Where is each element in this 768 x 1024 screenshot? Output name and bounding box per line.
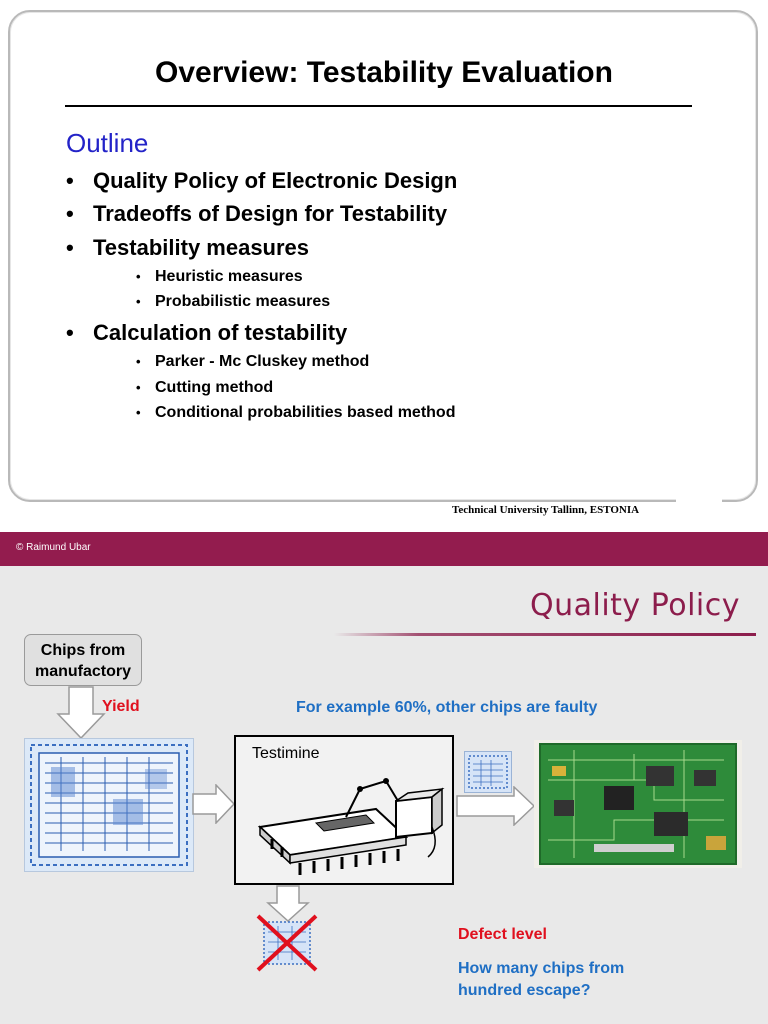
- frame-corner-mask: [676, 474, 722, 520]
- slide-quality-policy: [0, 532, 768, 1024]
- sub-bullet-item: [136, 379, 273, 397]
- chip-die-image: [24, 738, 194, 872]
- example-text: For example 60%, other chips are faulty: [296, 699, 598, 716]
- chips-label-line: manufactory: [34, 663, 132, 680]
- sub-bullet-text: Probabilistic measures: [155, 293, 331, 310]
- bullet-dot: •: [136, 269, 141, 284]
- bullet-dot: •: [66, 201, 74, 226]
- bullet-text: Calculation of testability: [93, 320, 348, 345]
- yield-label: Yield: [102, 698, 140, 715]
- outline-heading: Outline: [66, 128, 149, 158]
- sub-bullet-text: Cutting method: [155, 379, 274, 396]
- sub-bullet-text: Parker - Mc Cluskey method: [155, 353, 370, 370]
- defect-level-label: Defect level: [458, 926, 547, 943]
- circuit-board-image: [534, 740, 742, 868]
- chips-source-box: [24, 634, 142, 686]
- bullet-dot: •: [66, 235, 74, 260]
- escape-question-line: How many chips from: [458, 960, 625, 977]
- sub-bullet-text: Conditional probabilities based method: [155, 404, 456, 421]
- right-arrow-icon: [192, 784, 236, 824]
- header-bar: [0, 532, 768, 566]
- bullet-item: [66, 201, 447, 227]
- right-arrow-icon: [456, 786, 536, 826]
- bullet-dot: •: [136, 354, 141, 369]
- sub-bullet-item: [136, 268, 303, 286]
- sub-bullet-item: [136, 293, 330, 311]
- escape-question-line: hundred escape?: [458, 982, 591, 999]
- chip-tester-icon: [256, 767, 446, 879]
- bullet-text: Tradeoffs of Design for Testability: [93, 201, 448, 226]
- tester-label: Testimine: [252, 745, 320, 762]
- escape-question: [458, 958, 624, 1002]
- institution-footer: Technical University Tallinn, ESTONIA: [452, 504, 640, 516]
- slide-title: Overview: Testability Evaluation: [155, 56, 613, 89]
- rejected-chip-icon: [256, 914, 318, 972]
- bullet-dot: •: [136, 405, 141, 420]
- bullet-text: Testability measures: [93, 235, 310, 260]
- tester-panel: [234, 735, 454, 885]
- bullet-item: [66, 320, 347, 346]
- bullet-dot: •: [136, 294, 141, 309]
- sub-bullet-item: [136, 353, 369, 371]
- bullet-dot: •: [66, 168, 74, 193]
- sub-bullet-text: Heuristic measures: [155, 268, 303, 285]
- chips-label-line: Chips from: [40, 642, 126, 659]
- bullet-text: Quality Policy of Electronic Design: [93, 168, 458, 193]
- bullet-item: [66, 235, 309, 261]
- title-underline: [334, 633, 756, 636]
- bullet-dot: •: [66, 320, 74, 345]
- down-arrow-icon: [56, 686, 106, 740]
- sub-bullet-item: [136, 404, 455, 422]
- bullet-dot: •: [136, 380, 141, 395]
- slide-title: Quality Policy: [529, 588, 740, 623]
- title-underline: [65, 105, 692, 107]
- copyright-text: © Raimund Ubar: [16, 542, 91, 553]
- bullet-item: [66, 168, 457, 194]
